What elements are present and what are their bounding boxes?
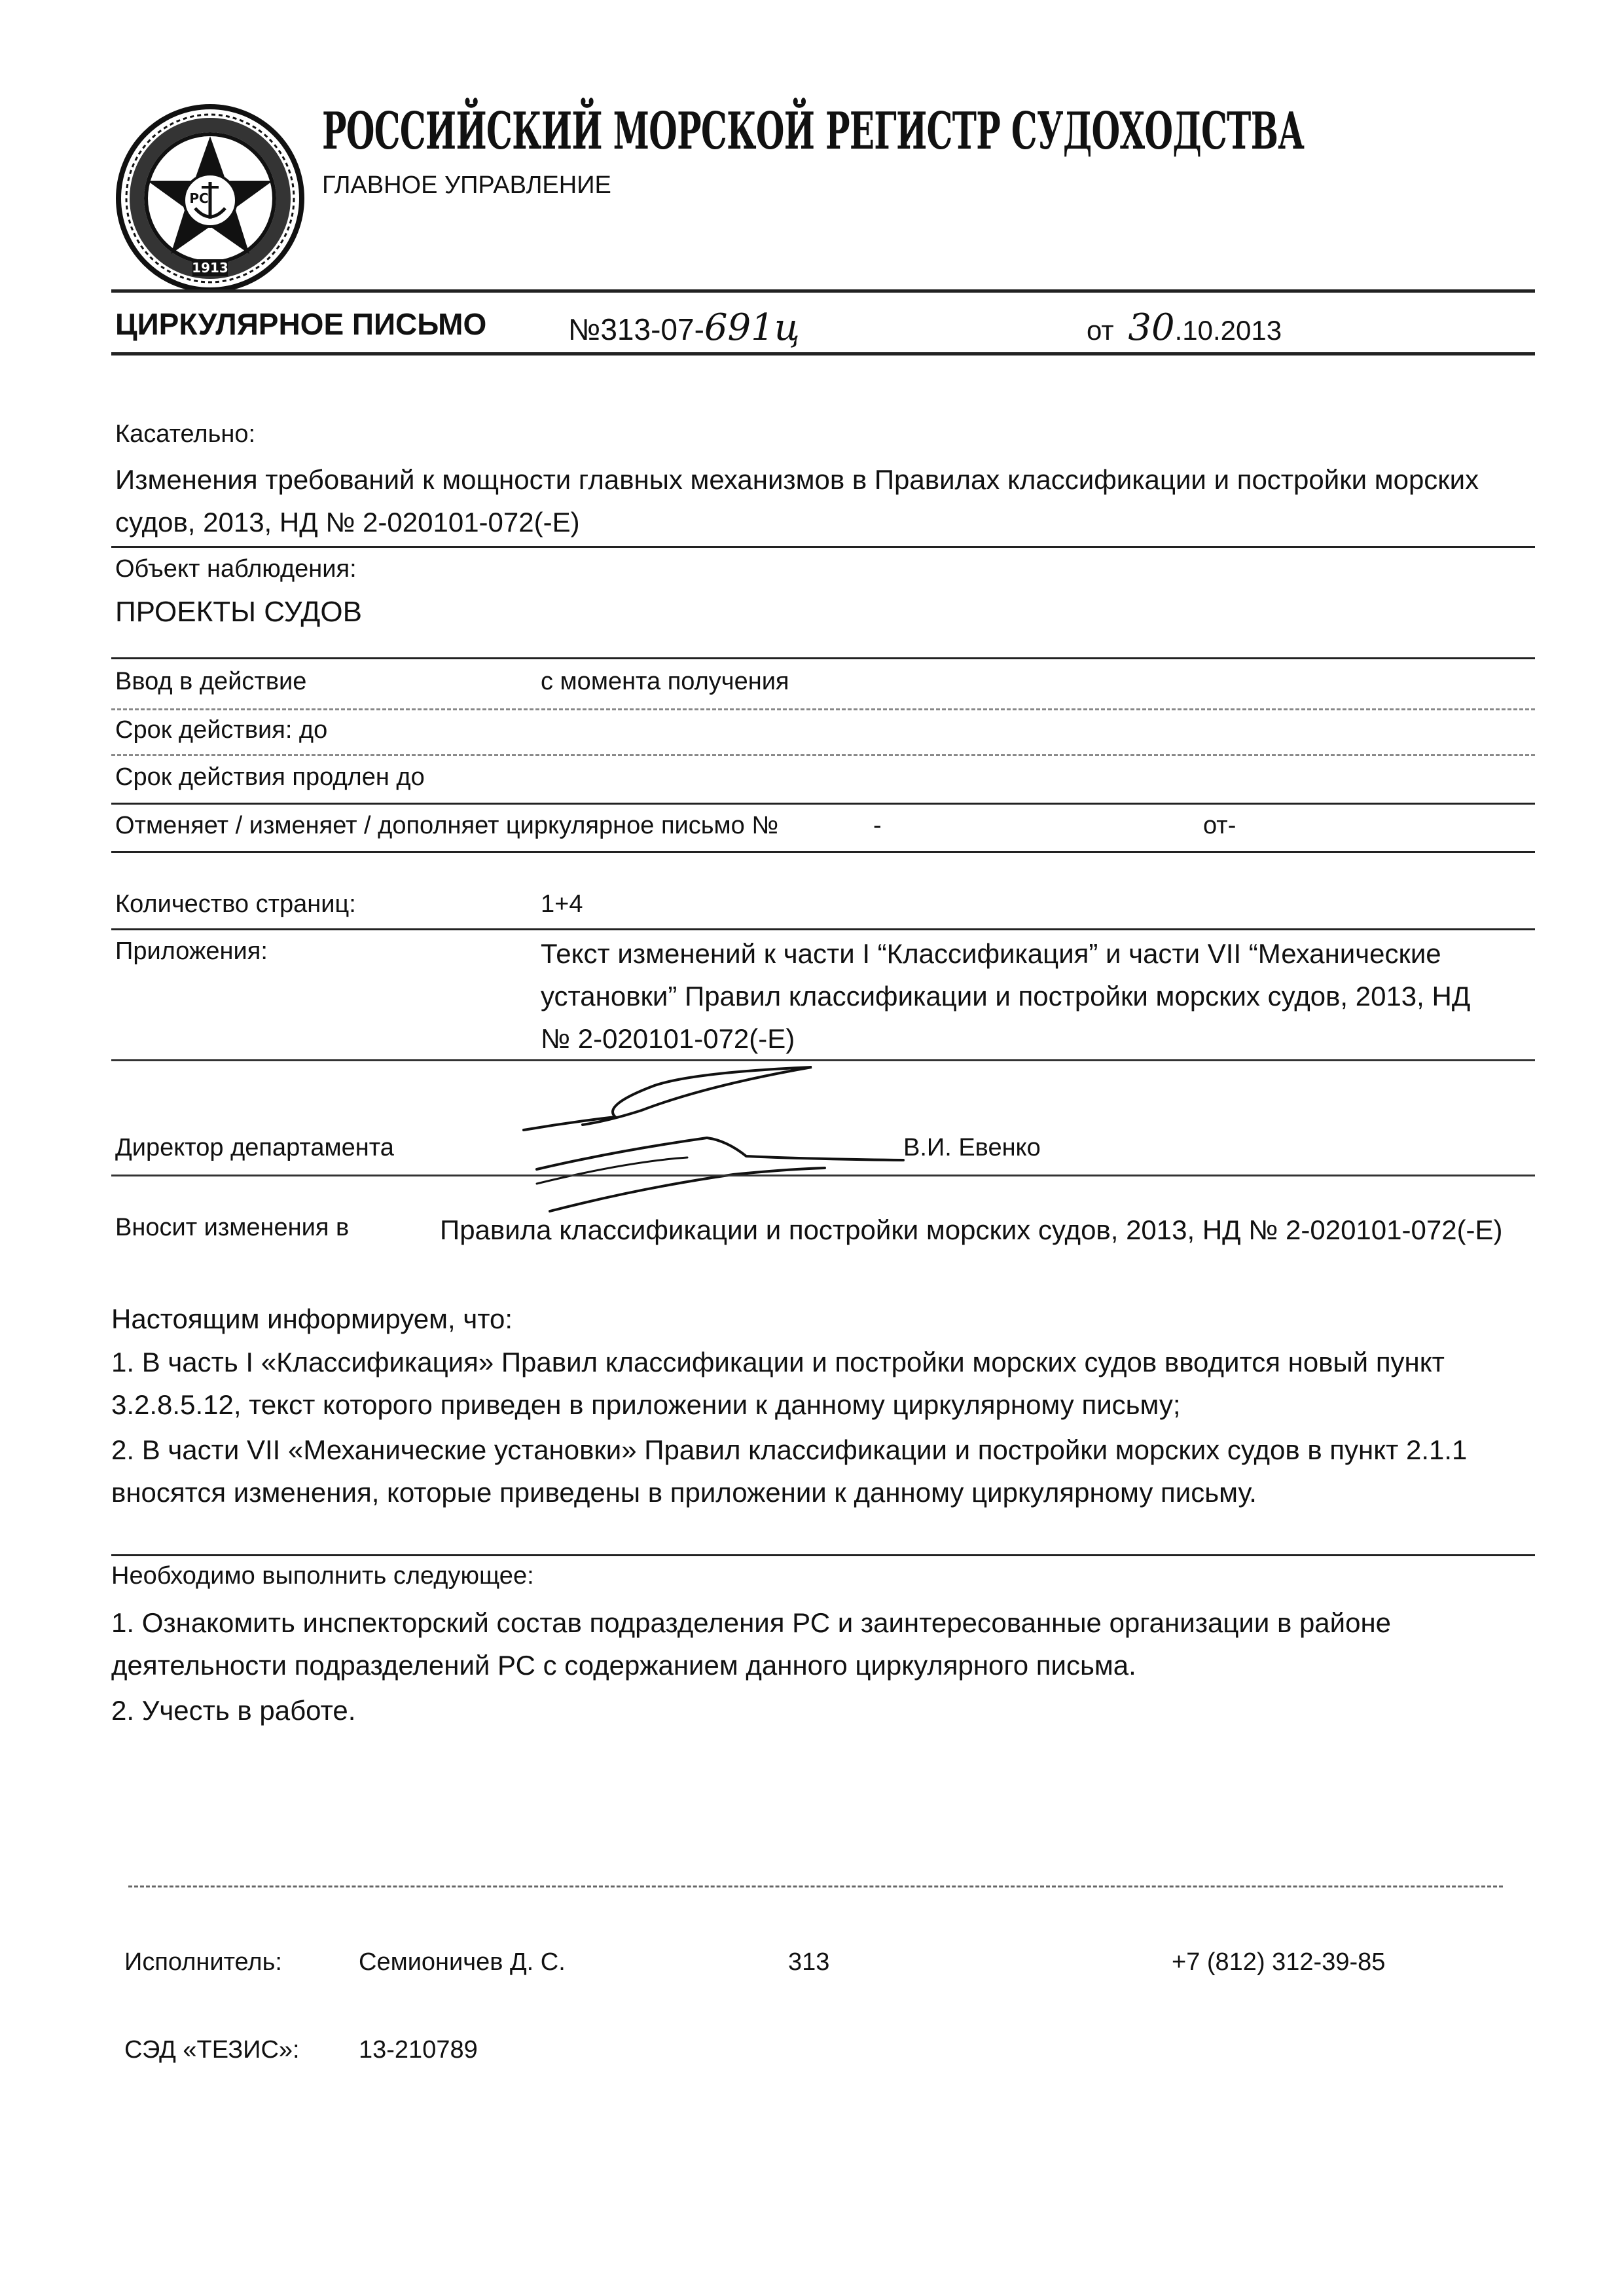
executor-phone: +7 (812) 312-39-85 xyxy=(1172,1948,1386,1976)
term-label: Срок действия: до xyxy=(115,716,328,744)
rs-seal-logo xyxy=(115,103,305,293)
department-name: ГЛАВНОЕ УПРАВЛЕНИЕ xyxy=(322,172,611,199)
header-rule-top xyxy=(111,289,1535,293)
rule-after-extended xyxy=(111,803,1535,805)
executor-name: Семионичев Д. С. xyxy=(359,1948,566,1976)
actions-label: Необходимо выполнить следующее: xyxy=(111,1562,534,1590)
signature-name: В.И. Евенко xyxy=(903,1134,1041,1161)
subject-label: Касательно: xyxy=(115,420,256,448)
org-name: РОССИЙСКИЙ МОРСКОЙ РЕГИСТР СУДОХОДСТВА xyxy=(322,101,1305,161)
object-value: ПРОЕКТЫ СУДОВ xyxy=(115,596,362,628)
rule-after-info xyxy=(111,1554,1535,1556)
letter-date-handwritten: 30 xyxy=(1128,306,1175,349)
replaces-number: - xyxy=(873,812,882,839)
letter-number-prefix: №313-07- xyxy=(568,312,704,346)
executor-dept: 313 xyxy=(788,1948,830,1976)
signature-position: Директор департамента xyxy=(115,1134,394,1161)
letter-number-handwritten: 691ц xyxy=(704,306,800,349)
seal-year: 1913 xyxy=(192,260,228,276)
effective-label: Ввод в действие xyxy=(115,668,307,695)
amends-label: Вносит изменения в xyxy=(115,1214,350,1241)
extended-label: Срок действия продлен до xyxy=(115,763,425,791)
attachments-text: Текст изменений к части I “Классификация” и части VII “Механические установки” Правил классификации и постройки морских судов, 2013, НД № 2-020101-072(-E) xyxy=(541,938,1471,1055)
object-label: Объект наблюдения: xyxy=(115,555,357,583)
replaces-from: от- xyxy=(1203,812,1236,839)
info-intro: Настоящим информируем, что: xyxy=(111,1303,513,1334)
effective-value: с момента получения xyxy=(541,668,789,695)
amends-text: Правила классификации и постройки морских судов, 2013, НД № 2-020101-072(-E) xyxy=(440,1214,1503,1245)
header-rule-bottom xyxy=(111,352,1535,355)
letter-number xyxy=(568,306,800,349)
handwritten-signature xyxy=(511,1059,969,1230)
subject-text: Изменения требований к мощности главных механизмов в Правилах классификации и постройки морских судов, 2013, НД № 2-020101-072(-E) xyxy=(115,464,1479,538)
dash-rule-term xyxy=(111,754,1535,756)
rule-after-replaces xyxy=(111,851,1535,853)
footer-dash-rule xyxy=(128,1886,1503,1887)
letter-date xyxy=(1087,306,1282,349)
actions-item-1: 1. Ознакомить инспекторский состав подразделения РС и заинтересованные организации в районе деятельности подразделений РС с содержанием данного циркулярного письма. xyxy=(111,1607,1392,1681)
dash-rule-signature xyxy=(111,1175,1535,1176)
letter-type: ЦИРКУЛЯРНОЕ ПИСЬМО xyxy=(115,307,487,341)
pages-label: Количество страниц: xyxy=(115,890,356,918)
letter-date-prefix: от xyxy=(1087,315,1114,346)
rule-after-subject xyxy=(111,546,1535,548)
actions-item-2: 2. Учесть в работе. xyxy=(111,1695,356,1726)
sed-number: 13-210789 xyxy=(359,2036,478,2064)
seal-letter-r: РС xyxy=(189,191,209,206)
letter-date-suffix: .10.2013 xyxy=(1174,315,1282,346)
rule-after-object xyxy=(111,657,1535,659)
executor-label: Исполнитель: xyxy=(124,1948,282,1976)
pages-value: 1+4 xyxy=(541,890,583,918)
info-item-1: 1. В часть I «Классификация» Правил классификации и постройки морских судов вводится новый пункт 3.2.8.5.12, текст которого приведен в приложении к данному циркулярному письму; xyxy=(111,1347,1445,1421)
replaces-label: Отменяет / изменяет / дополняет циркулярное письмо № xyxy=(115,812,779,839)
sed-label: СЭД «ТЕЗИС»: xyxy=(124,2036,300,2064)
attachments-label: Приложения: xyxy=(115,938,268,965)
rule-after-pages xyxy=(111,928,1535,930)
dash-rule-effective xyxy=(111,708,1535,710)
info-item-2: 2. В части VII «Механические установки» Правил классификации и постройки морских судов в пункт 2.1.1 вносятся изменения, которые приведены в приложении к данному циркулярному письму. xyxy=(111,1434,1468,1508)
